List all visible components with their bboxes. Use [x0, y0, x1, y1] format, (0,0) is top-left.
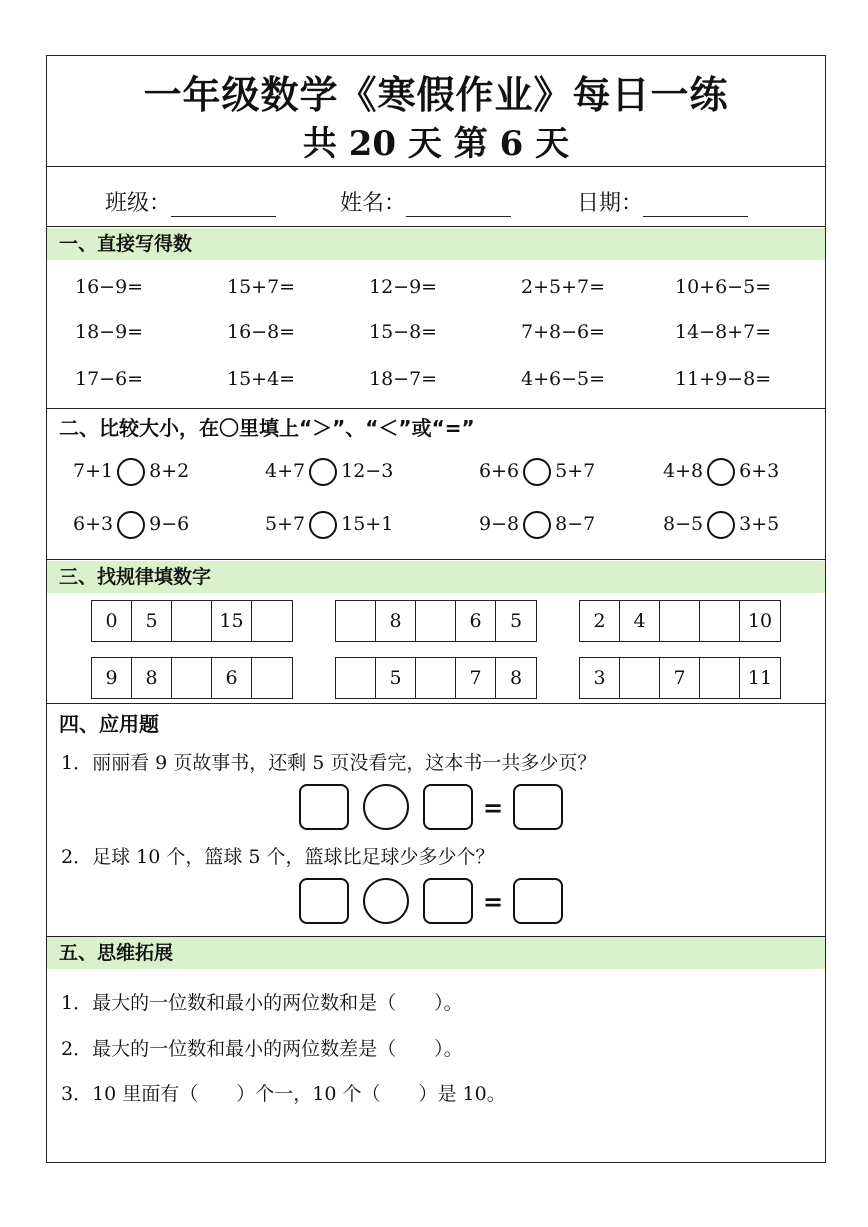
sequence-cell: 2	[580, 601, 620, 641]
name-field[interactable]	[340, 186, 511, 217]
date-field[interactable]	[577, 186, 748, 217]
compare-circle[interactable]	[117, 511, 145, 539]
arithmetic-item: 14−8+7=	[675, 321, 772, 343]
sequence-row	[91, 600, 293, 642]
compare-circle[interactable]	[117, 458, 145, 486]
sequence-cell: 7	[456, 658, 496, 698]
sequence-cell: 8	[132, 658, 172, 698]
thinking-q1: 1．最大的一位数和最小的两位数和是（ ）。	[61, 992, 463, 1014]
sequence-cell[interactable]	[700, 601, 740, 641]
result-box[interactable]	[513, 878, 563, 924]
compare-circle[interactable]	[309, 511, 337, 539]
section1-title: 一、直接写得数	[47, 228, 825, 260]
sequence-cell[interactable]	[252, 601, 292, 641]
sequence-cell: 6	[212, 658, 252, 698]
sequence-cell[interactable]	[416, 601, 456, 641]
sequence-cell[interactable]	[336, 601, 376, 641]
arithmetic-item: 10+6−5=	[675, 276, 772, 298]
arithmetic-item: 15−8=	[369, 321, 438, 343]
sequence-row	[335, 657, 537, 699]
arithmetic-item: 17−6=	[75, 368, 144, 390]
sequence-row	[579, 600, 781, 642]
arithmetic-item: 7+8−6=	[521, 321, 606, 343]
worksheet-frame	[46, 55, 826, 1163]
divider	[47, 166, 825, 167]
arithmetic-item: 16−9=	[75, 276, 144, 298]
right-expression: 8+2	[149, 460, 190, 482]
answer-row-2[interactable]	[299, 878, 563, 924]
left-expression: 6+6	[479, 460, 520, 482]
arithmetic-item: 4+6−5=	[521, 368, 606, 390]
right-expression: 5+7	[555, 460, 596, 482]
result-box[interactable]	[513, 784, 563, 830]
right-expression: 12−3	[341, 460, 394, 482]
arithmetic-item: 18−7=	[369, 368, 438, 390]
sequence-cell[interactable]	[252, 658, 292, 698]
left-expression: 8−5	[663, 513, 704, 535]
divider	[47, 559, 825, 560]
divider	[47, 226, 825, 227]
sequence-cell: 15	[212, 601, 252, 641]
divider	[47, 703, 825, 704]
name-blank[interactable]	[406, 194, 511, 217]
left-expression: 6+3	[73, 513, 114, 535]
answer-row-1[interactable]	[299, 784, 563, 830]
section3-title: 三、找规律填数字	[47, 561, 825, 593]
page-subtitle: 共 20 天 第 6 天	[302, 124, 570, 164]
class-blank[interactable]	[171, 194, 276, 217]
sequence-row	[335, 600, 537, 642]
arithmetic-item: 15+4=	[227, 368, 296, 390]
compare-item	[73, 458, 189, 486]
equals-sign: =	[482, 792, 504, 822]
sequence-cell[interactable]	[660, 601, 700, 641]
section5-title: 五、思维拓展	[47, 937, 825, 969]
compare-item	[479, 458, 595, 486]
sequence-row	[579, 657, 781, 699]
compare-item	[663, 458, 779, 486]
right-expression: 6+3	[739, 460, 780, 482]
sequence-cell: 3	[580, 658, 620, 698]
sequence-cell: 5	[509, 610, 523, 632]
compare-item	[479, 511, 595, 539]
word-problem-2: 2．足球 10 个，篮球 5 个，篮球比足球少多少个？	[61, 846, 495, 868]
divider	[47, 408, 825, 409]
sequence-cell[interactable]	[336, 658, 376, 698]
compare-circle[interactable]	[523, 458, 551, 486]
arithmetic-item: 18−9=	[75, 321, 144, 343]
thinking-q2: 2．最大的一位数和最小的两位数差是（ ）。	[61, 1038, 463, 1060]
date-label: 日期：	[577, 191, 644, 216]
left-expression: 5+7	[265, 513, 306, 535]
sequence-row	[91, 657, 293, 699]
sequence-cell: 8	[376, 601, 416, 641]
sequence-cell[interactable]	[172, 658, 212, 698]
arithmetic-item: 12−9=	[369, 276, 438, 298]
right-expression: 8−7	[555, 513, 596, 535]
arithmetic-item: 16−8=	[227, 321, 296, 343]
answer-box[interactable]	[423, 878, 473, 924]
compare-item	[663, 511, 779, 539]
arithmetic-item: 11+9−8=	[675, 368, 772, 390]
date-blank[interactable]	[643, 194, 748, 217]
compare-item	[265, 511, 393, 539]
sequence-cell[interactable]	[172, 601, 212, 641]
compare-circle[interactable]	[309, 458, 337, 486]
word-problem-1: 1．丽丽看 9 页故事书，还剩 5 页没看完，这本书一共多少页？	[61, 752, 597, 774]
sequence-cell[interactable]	[700, 658, 740, 698]
sequence-cell[interactable]	[620, 658, 660, 698]
answer-box[interactable]	[423, 784, 473, 830]
left-expression: 4+7	[265, 460, 306, 482]
sequence-cell: 7	[660, 658, 700, 698]
name-label: 姓名：	[340, 191, 407, 216]
compare-circle[interactable]	[523, 511, 551, 539]
page-title: 一年级数学《寒假作业》每日一练	[143, 72, 729, 117]
section4-title: 四、应用题	[59, 712, 159, 736]
right-expression: 3+5	[739, 513, 780, 535]
class-label: 班级：	[105, 191, 172, 216]
class-field[interactable]	[105, 186, 276, 217]
left-expression: 9−8	[479, 513, 520, 535]
sequence-cell[interactable]	[416, 658, 456, 698]
compare-item	[73, 511, 189, 539]
compare-item	[265, 458, 393, 486]
right-expression: 9−6	[149, 513, 190, 535]
sequence-cell: 4	[620, 601, 660, 641]
right-expression: 15+1	[341, 513, 394, 535]
left-expression: 7+1	[73, 460, 114, 482]
equals-sign: =	[482, 886, 504, 916]
compare-circle[interactable]	[707, 458, 735, 486]
sequence-cell: 10	[747, 610, 773, 632]
answer-box[interactable]	[299, 878, 349, 924]
arithmetic-item: 15+7=	[227, 276, 296, 298]
sequence-cell: 9	[92, 658, 132, 698]
sequence-cell: 5	[132, 601, 172, 641]
sequence-cell: 5	[376, 658, 416, 698]
sequence-cell: 0	[92, 601, 132, 641]
sequence-cell: 11	[747, 667, 773, 689]
thinking-q3: 3．10 里面有（ ）个一，10 个（ ）是 10。	[61, 1083, 506, 1105]
sequence-cell: 8	[509, 667, 523, 689]
section2-title: 二、比较大小，在〇里填上“＞”、“＜”或“=”	[59, 416, 475, 440]
left-expression: 4+8	[663, 460, 704, 482]
arithmetic-item: 2+5+7=	[521, 276, 606, 298]
operator-circle[interactable]	[363, 784, 409, 830]
compare-circle[interactable]	[707, 511, 735, 539]
sequence-cell: 6	[456, 601, 496, 641]
operator-circle[interactable]	[363, 878, 409, 924]
answer-box[interactable]	[299, 784, 349, 830]
